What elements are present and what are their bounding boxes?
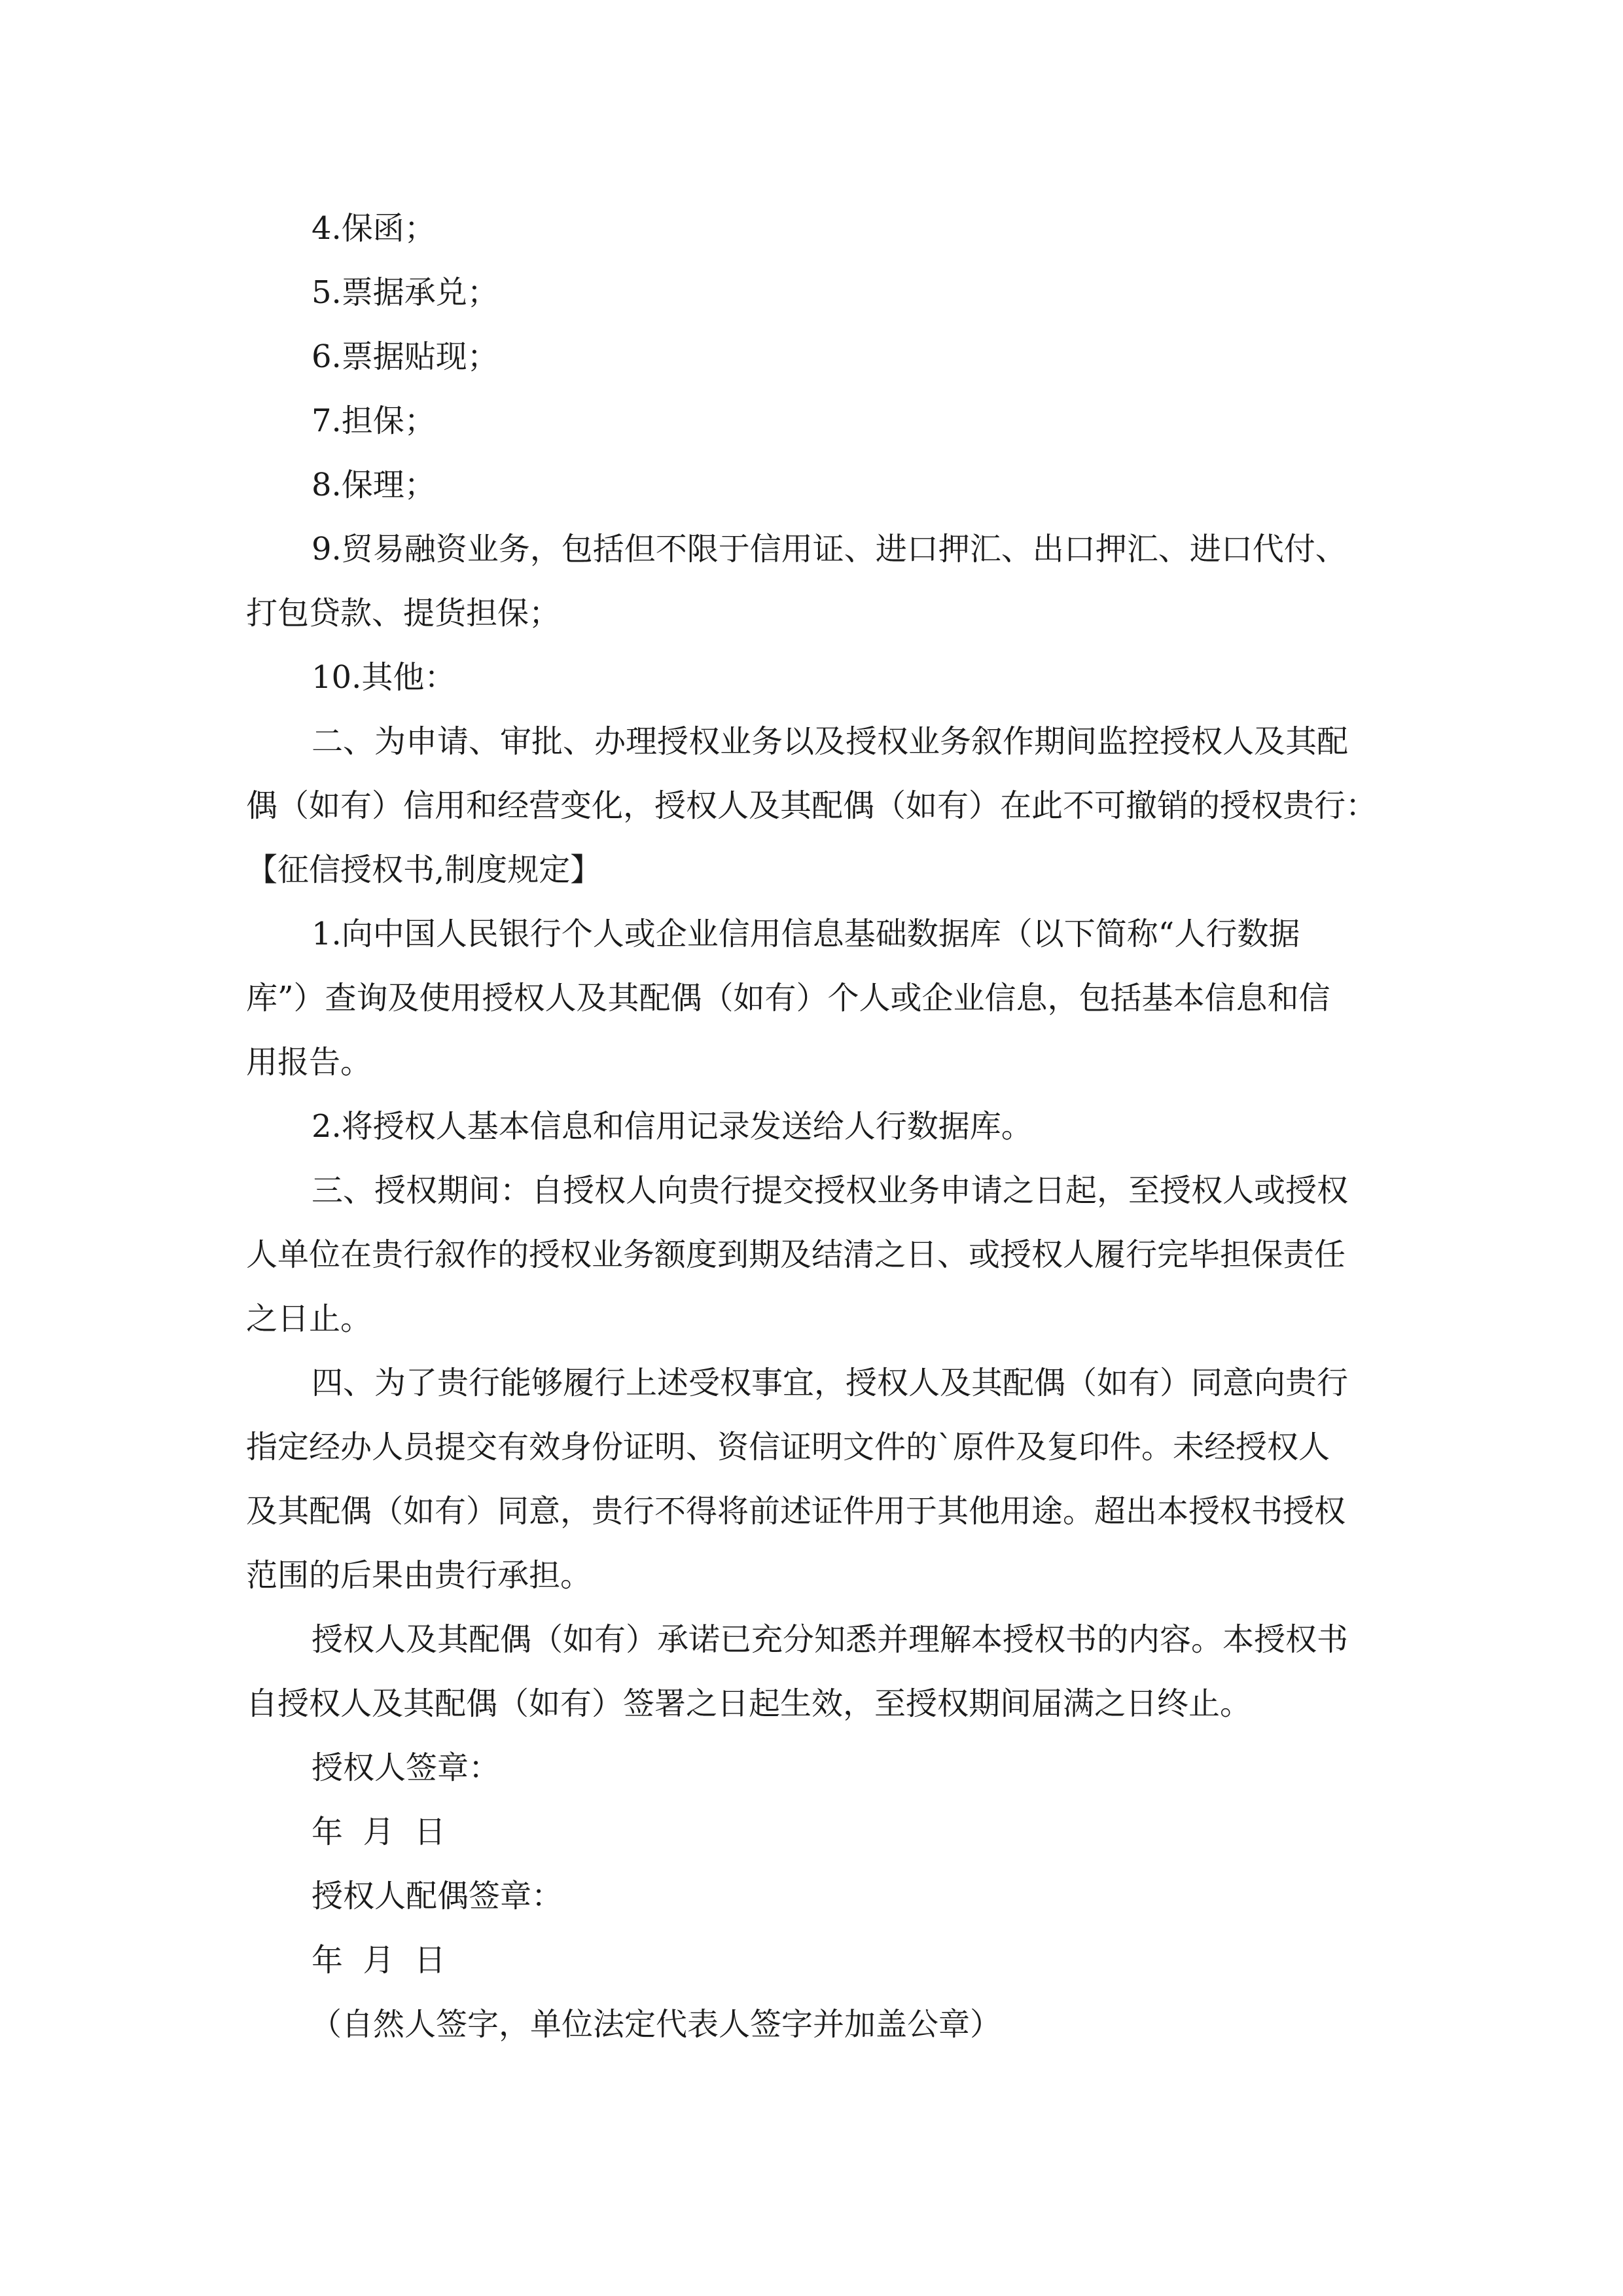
text-line: 9.贸易融资业务，包括但不限于信用证、进口押汇、出口押汇、进口代付、 [312, 531, 1347, 567]
text-line: 库”）查询及使用授权人及其配偶（如有）个人或企业信息，包括基本信息和信 [246, 980, 1330, 1016]
grantor-signature-label: 授权人签章： [312, 1749, 501, 1786]
text-line: 7.担保； [312, 403, 436, 439]
grantor-signature-date: 年 月 日 [312, 1814, 446, 1850]
text-line: 授权人及其配偶（如有）承诺已充分知悉并理解本授权书的内容。本授权书 [312, 1621, 1349, 1658]
signature-note: （自然人签字，单位法定代表人签字并加盖公章） [310, 2006, 1002, 2043]
text-line: 范围的后果由贵行承担。 [246, 1557, 592, 1594]
spouse-signature-date: 年 月 日 [312, 1942, 446, 1979]
text-line: 及其配偶（如有）同意，贵行不得将前述证件用于其他用途。超出本授权书授权 [246, 1493, 1346, 1530]
text-line: 偶（如有）信用和经营变化，授权人及其配偶（如有）在此不可撤销的授权贵行： [246, 787, 1378, 824]
text-line: 【征信授权书,制度规定】 [246, 852, 602, 888]
text-line: 用报告。 [246, 1044, 372, 1081]
text-line: 二、为申请、审批、办理授权业务以及授权业务叙作期间监控授权人及其配 [312, 723, 1349, 760]
document-body [246, 196, 1378, 1736]
text-line: 之日止。 [246, 1300, 372, 1337]
text-line: 10.其他： [312, 659, 456, 696]
text-line: 8.保理； [312, 467, 436, 503]
text-line: 指定经办人员提交有效身份证明、资信证明文件的`原件及复印件。未经授权人 [246, 1429, 1330, 1465]
text-line: 2.将授权人基本信息和信用记录发送给人行数据库。 [312, 1108, 1033, 1145]
text-line: 自授权人及其配偶（如有）签署之日起生效，至授权期间届满之日终止。 [246, 1685, 1252, 1722]
document-page [246, 196, 1378, 2056]
text-line: 4.保函； [312, 210, 436, 247]
text-line: 1.向中国人民银行个人或企业信用信息基础数据库（以下简称“人行数据 [312, 916, 1300, 952]
text-line: 四、为了贵行能够履行上述受权事宜，授权人及其配偶（如有）同意向贵行 [312, 1365, 1349, 1401]
text-line: 5.票据承兑； [312, 274, 499, 311]
text-line: 人单位在贵行叙作的授权业务额度到期及结清之日、或授权人履行完毕担保责任 [246, 1236, 1346, 1273]
spouse-signature-label: 授权人配偶签章： [312, 1878, 563, 1914]
text-line: 打包贷款、提货担保； [246, 595, 561, 632]
text-line: 6.票据贴现； [312, 338, 499, 375]
text-line: 三、授权期间：自授权人向贵行提交授权业务申请之日起，至授权人或授权 [312, 1172, 1349, 1209]
